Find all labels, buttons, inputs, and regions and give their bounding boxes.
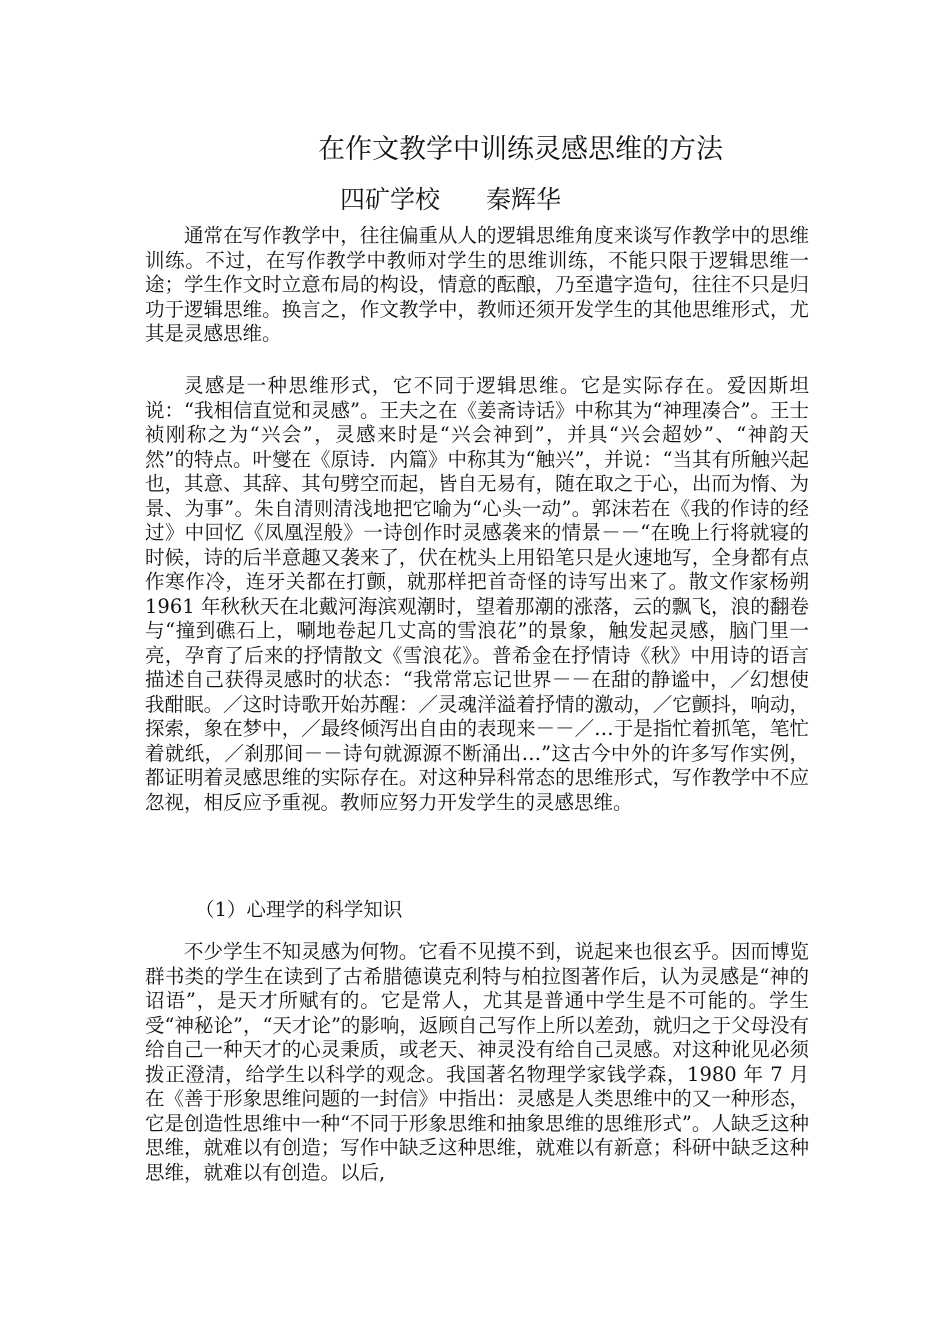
author-name: 秦辉华 bbox=[486, 185, 562, 214]
author-school: 四矿学校 bbox=[340, 185, 441, 214]
section-heading: （1）心理学的科学知识 bbox=[195, 898, 403, 921]
paragraph-intro: 通常在写作教学中，往往偏重从人的逻辑思维角度来谈写作教学中的思维训练。不过，在写作教学中教师对学生的思维训练，不能只限于逻辑思维一途；学生作文时立意布局的构设，情意的酝酿，乃至遣字造句，往往不只是归功于逻辑思维。换言之，作文教学中，教师还须开发学生的其他思维形式，尤其是灵感思维。 bbox=[145, 224, 809, 345]
paragraph-inspiration: 灵感是一种思维形式，它不同于逻辑思维。它是实际存在。爱因斯坦说：“我相信直觉和灵感”。王夫之在《姜斋诗话》中称其为“神理凑合”。王士祯刚称之为“兴会”，灵感来时是“兴会神到”，并具“兴会超妙”、“神韵天然”的特点。叶燮在《原诗．内篇》中称其为“触兴”，并说：“当其有所触兴起也，其意、其辞、其句劈空而起，皆自无易有，随在取之于心，出而为惰、为景、为事”。朱自清则清浅地把它喻为“心头一动”。郭沫若在《我的作诗的经过》中回忆《凤凰涅般》一诗创作时灵感袭来的情景－－“在晚上行将就寝的时候，诗的后半意趣又袭来了，伏在枕头上用铅笔只是火速地写，全身都有点作寒作冷，连牙关都在打颤，就那样把首奇怪的诗写出来了。散文作家杨朔 1961 年秋秋天在北戴河海滨观潮时，望着那潮的涨落，云的飘飞，浪的翻卷与“撞到礁石上，唰地卷起几丈高的雪浪花”的景象，触发起灵感，脑门里一亮，孕育了后来的抒情散文《雪浪花》。普希金在抒情诗《秋》中用诗的语言描述自己获得灵感时的状态：“我常常忘记世界－－在甜的静谧中，／幻想使我酣眠。／这时诗歌开始苏醒：／灵魂洋溢着抒情的激动，／它颤抖，响动，探索，象在梦中，／最终倾泻出自由的表现来－－／…于是指忙着抓笔，笔忙着就纸，／刹那间－－诗句就源源不断涌出…”这古今中外的许多写作实例，都证明着灵感思维的实际存在。对这种异科常态的思维形式，写作教学中不应忽视，相反应予重视。教师应努力开发学生的灵感思维。 bbox=[145, 374, 809, 814]
document-title: 在作文教学中训练灵感思维的方法 bbox=[318, 134, 723, 165]
author-line bbox=[340, 183, 740, 217]
paragraph-psychology: 不少学生不知灵感为何物。它看不见摸不到，说起来也很玄乎。因而博览群书类的学生在读到了古希腊德谟克利特与柏拉图著作后，认为灵感是“神的诏语”，是天才所赋有的。它是常人，尤其是普通中学生是不可能的。学生受“神秘论”，“天才论”的影响，返顾自己写作上所以差劲，就归之于父母没有给自己一种天才的心灵秉质，或老天、神灵没有给自己灵感。对这种讹见必须拨正澄清，给学生以科学的观念。我国著名物理学家钱学森，1980 年 7 月在《善于形象思维问题的一封信》中指出：灵感是人类思维中的又一种形态，它是创造性思维中一种“不同于形象思维和抽象思维的思维形式”。人缺乏这种思维，就难以有创造；写作中缺乏这种思维，就难以有新意；科研中缺乏这种思维，就难以有创造。以后, bbox=[145, 940, 809, 1184]
